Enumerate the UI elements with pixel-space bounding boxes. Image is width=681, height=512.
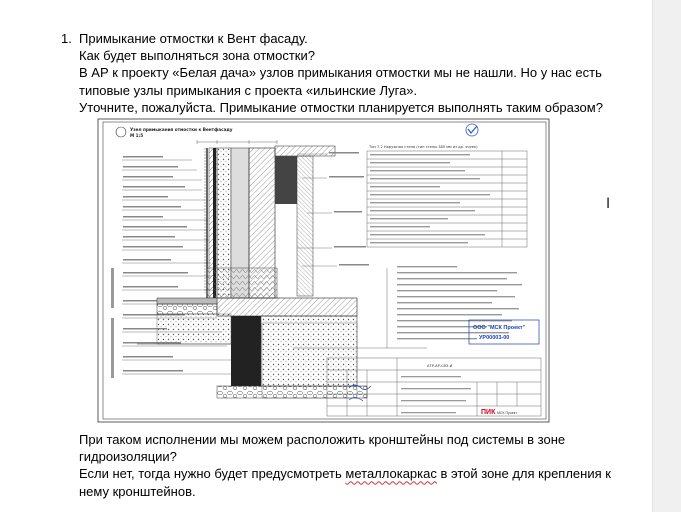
numbered-paragraph: [61, 30, 641, 116]
paragraph-line[interactable]: типовые узлы примыкания с проекта «ильинские Луга».: [79, 82, 418, 98]
embedded-drawing-image[interactable]: [97, 118, 550, 423]
follow-up-paragraph: [79, 431, 639, 500]
list-number: 1.: [61, 31, 72, 46]
paragraph-line[interactable]: Примыкание отмостки к Вент фасаду.: [79, 31, 308, 46]
text-run: в этой зоне для крепления к: [436, 466, 611, 482]
title-block-code: АТР-АР-СВЗ-И: [427, 364, 453, 368]
spellcheck-flagged-word[interactable]: металлокаркас: [345, 466, 437, 482]
drawing-title: Узел примыкания отмостки к Вентфасаду: [130, 127, 233, 132]
paragraph-line[interactable]: гидроизоляции?: [79, 449, 177, 465]
paragraph-line[interactable]: [79, 465, 639, 482]
paragraph-line[interactable]: Как будет выполняться зона отмостки?: [79, 48, 315, 64]
paragraph-line[interactable]: Уточните, пожалуйста. Примыкание отмостки планируется выполнять таким образом?: [79, 99, 603, 115]
developer-logo: ПИК: [481, 409, 496, 416]
stamp-code: УР00003-00: [479, 335, 510, 341]
text-run: Если нет, тогда нужно будет предусмотреть: [79, 466, 346, 482]
paragraph-line[interactable]: При таком исполнении мы можем расположить кронштейны под системы в зоне: [79, 432, 566, 447]
stamp-company: ООО "МСК Проект": [473, 325, 526, 331]
paragraph-line[interactable]: нему кронштейнов.: [79, 483, 196, 499]
vertical-scrollbar[interactable]: [652, 0, 681, 512]
text-cursor-icon: I: [606, 196, 611, 212]
paragraph-line[interactable]: В АР к проекту «Белая дача» узлов примыкания отмостки мы не нашли. Но у нас есть: [79, 65, 602, 81]
legend-title: Тип 7.2 Наружная стена (тип стены 380 мм из др. ячеек): [369, 145, 478, 149]
drawing-scale: М 1:5: [130, 133, 144, 138]
developer-sub: МСК Проект: [497, 411, 517, 415]
